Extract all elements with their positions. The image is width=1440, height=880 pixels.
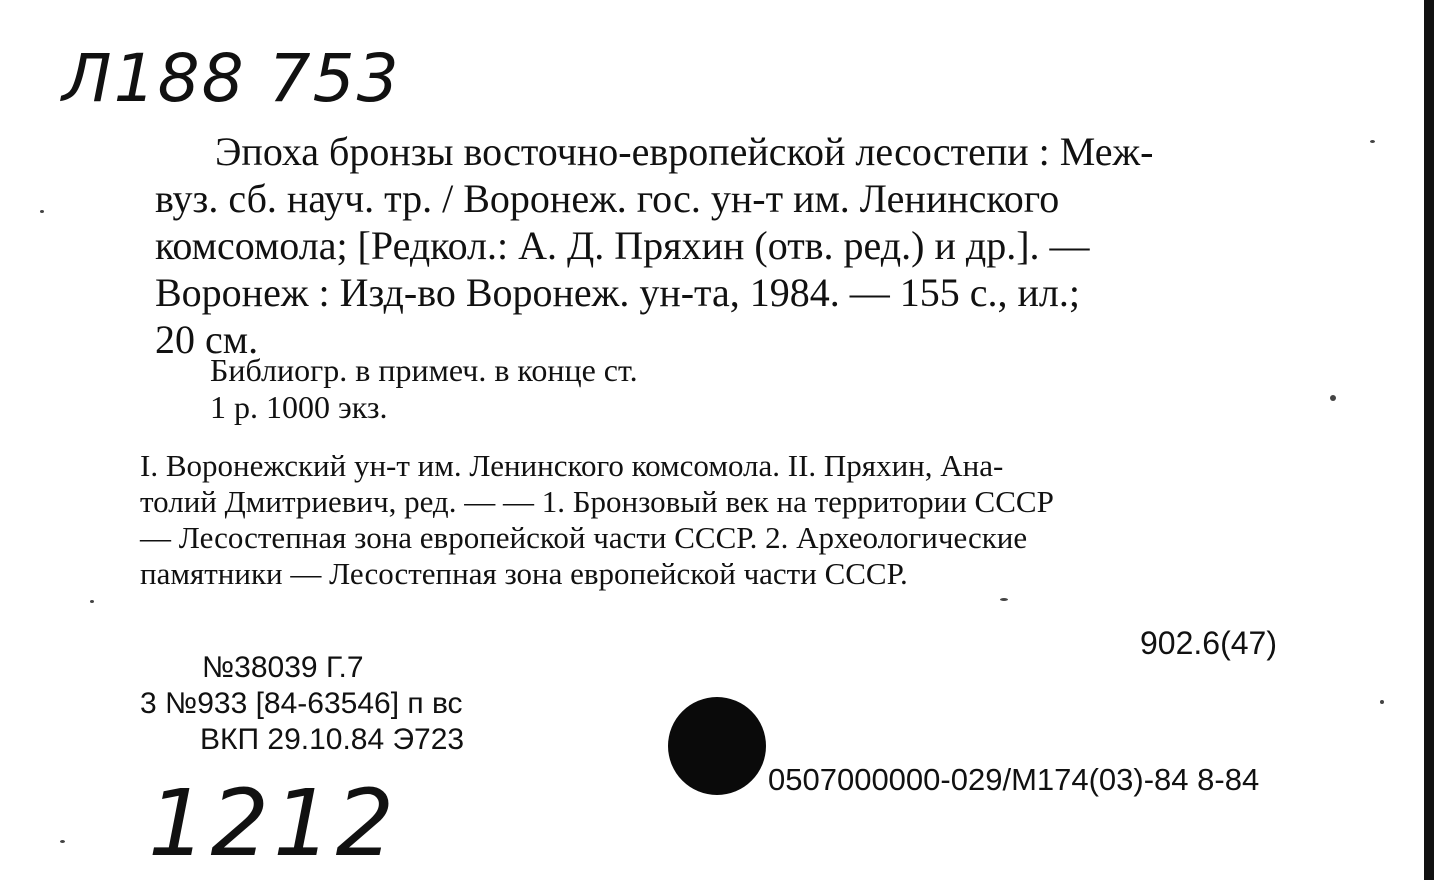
order-number: 3 №933 [84-63546] п вс	[140, 687, 463, 720]
tracing-line: толий Дмитриевич, ред. — — 1. Бронзовый век на территории СССР	[140, 484, 1054, 519]
scan-speck	[1330, 395, 1336, 401]
bibliographic-description	[155, 128, 1320, 363]
registration-codes	[140, 650, 464, 758]
description-line: Эпоха бронзы восточно-европейской лесостепи : Меж-	[215, 129, 1154, 174]
tracing-line: памятники — Лесостепная зона европейской части СССР.	[140, 556, 908, 591]
description-line: вуз. сб. науч. тр. / Воронеж. гос. ун-т им. Ленинского	[155, 176, 1060, 221]
description-line: 20 см.	[155, 317, 259, 362]
handwritten-number: 1212	[148, 770, 399, 877]
scan-speck	[60, 840, 65, 843]
scan-speck	[90, 600, 94, 603]
card-number: №38039 Г.7	[202, 651, 364, 684]
publisher-code: 0507000000-029/М174(03)-84 8-84	[768, 762, 1260, 797]
card-edge	[1424, 0, 1434, 880]
price-note: 1 р. 1000 экз.	[210, 389, 388, 425]
description-line: Воронеж : Изд-во Воронеж. ун-та, 1984. — 155 с., ил.;	[155, 270, 1080, 315]
description-line: комсомола; [Редкол.: А. Д. Пряхин (отв. ред.) и др.]. —	[155, 223, 1090, 268]
scan-speck	[1370, 140, 1375, 143]
bibliography-note: Библиогр. в примеч. в конце ст.	[210, 352, 638, 388]
subject-tracings	[140, 448, 1310, 592]
scan-speck	[1000, 598, 1008, 601]
punch-hole	[668, 697, 766, 795]
udc-index: 902.6(47)	[1140, 625, 1277, 661]
scan-speck	[1380, 700, 1384, 704]
tracing-line: I. Воронежский ун-т им. Ленинского комсомола. II. Пряхин, Ана-	[140, 448, 1004, 483]
vkp-date: ВКП 29.10.84 Э723	[200, 723, 465, 756]
handwritten-shelf-mark: Л188 753	[62, 40, 401, 117]
scan-speck	[40, 210, 44, 213]
tracing-line: — Лесостепная зона европейской части СССР. 2. Археологические	[140, 520, 1028, 555]
notes	[210, 352, 910, 426]
